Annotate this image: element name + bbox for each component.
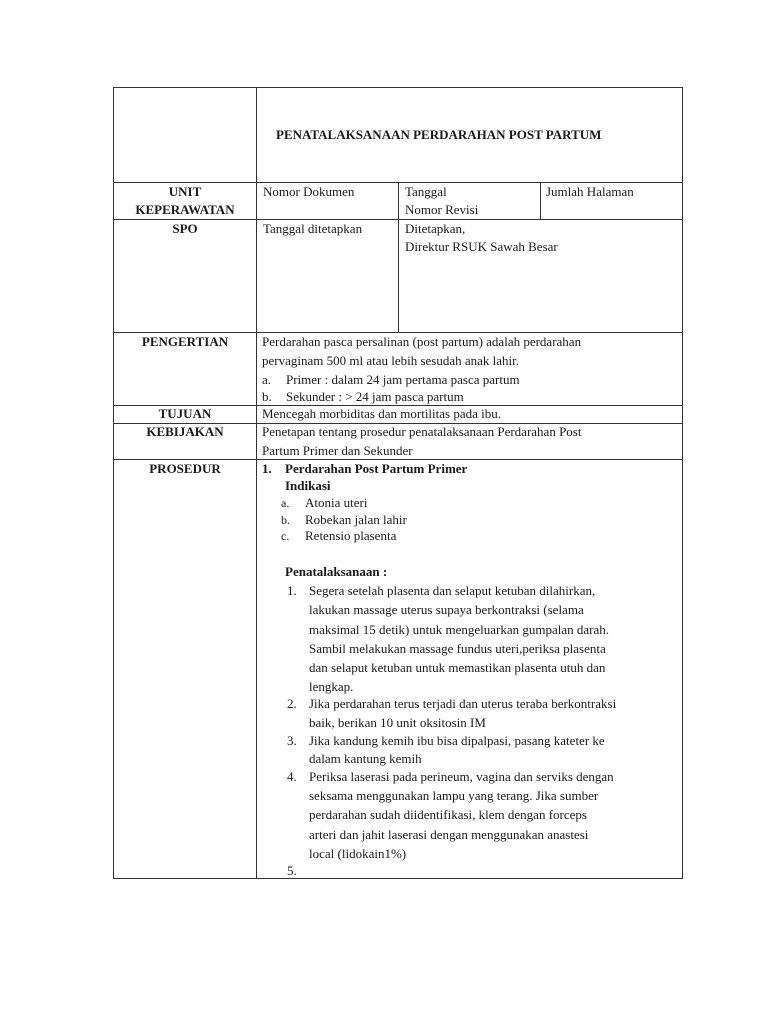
step-line: maksimal 15 detik) untuk mengeluarkan gumpalan darah.	[309, 622, 609, 637]
step-line: Jika kandung kemih ibu bisa dipalpasi, pasang kateter ke	[309, 733, 605, 748]
kebijakan-text: Partum Primer dan Sekunder	[262, 443, 413, 458]
step-line: perdarahan sudah diidentifikasi, klem dengan forceps	[309, 807, 587, 822]
tujuan-label: TUJUAN	[158, 406, 212, 421]
table-border-right	[682, 87, 683, 879]
nomor-revisi-label: Nomor Revisi	[405, 202, 479, 217]
table-border-top	[113, 87, 683, 88]
step-marker: 4.	[287, 769, 297, 784]
nomor-dokumen-label: Nomor Dokumen	[263, 184, 355, 199]
step-line: baik, berikan 10 unit oksitosin IM	[309, 715, 486, 730]
column-divider	[398, 182, 399, 333]
indikasi-label: Indikasi	[285, 478, 331, 493]
document-title: PENATALAKSANAAN PERDARAHAN POST PARTUM	[276, 127, 602, 142]
kebijakan-label: KEBIJAKAN	[146, 424, 224, 439]
step-line: arteri dan jahit laserasi dengan menggunakan anastesi	[309, 827, 589, 842]
unit-label-line2: KEPERAWATAN	[135, 202, 235, 217]
pengertian-item: Sekunder : > 24 jam pasca partum	[286, 389, 464, 404]
prosedur-heading: Perdarahan Post Partum Primer	[285, 461, 468, 476]
ditetapkan-label: Ditetapkan,	[405, 221, 466, 236]
pengertian-item: Primer : dalam 24 jam pertama pasca partum	[286, 372, 520, 387]
column-divider	[540, 182, 541, 220]
step-line: lakukan massage uterus supaya berkontraksi (selama	[309, 602, 584, 617]
pengertian-text: Perdarahan pasca persalinan (post partum) adalah perdarahan	[262, 334, 582, 349]
step-marker: 2.	[287, 696, 297, 711]
step-line: lengkap.	[309, 679, 354, 694]
step-marker: 5.	[287, 863, 297, 878]
indikasi-marker: a.	[281, 496, 290, 510]
pengertian-item-marker: b.	[262, 389, 272, 404]
pengertian-item-marker: a.	[262, 372, 272, 387]
penatalaksanaan-label: Penatalaksanaan :	[285, 564, 388, 579]
tanggal-label: Tanggal	[405, 184, 447, 199]
jumlah-halaman-label: Jumlah Halaman	[546, 184, 634, 199]
indikasi-item: Retensio plasenta	[305, 528, 397, 543]
prosedur-heading-marker: 1.	[262, 461, 272, 476]
kebijakan-text: Penetapan tentang prosedur penatalaksanaan Perdarahan Post	[262, 424, 582, 439]
step-line: dalam kantung kemih	[309, 751, 422, 766]
step-line: Sambil melakukan massage fundus uteri,periksa plasenta	[309, 641, 606, 656]
table-border-bottom	[113, 878, 683, 879]
step-line: seksama menggunakan lampu yang terang. Jika sumber	[309, 788, 599, 803]
indikasi-marker: b.	[281, 513, 290, 527]
unit-label: UNIT	[168, 184, 202, 199]
prosedur-label: PROSEDUR	[149, 461, 221, 476]
indikasi-marker: c.	[281, 529, 290, 543]
indikasi-item: Atonia uteri	[305, 495, 368, 510]
tujuan-text: Mencegah morbiditas dan mortilitas pada ibu.	[262, 406, 501, 421]
pengertian-label: PENGERTIAN	[141, 334, 229, 349]
step-line: Periksa laserasi pada perineum, vagina dan serviks dengan	[309, 769, 614, 784]
step-marker: 1.	[287, 583, 297, 598]
tanggal-ditetapkan-label: Tanggal ditetapkan	[263, 221, 363, 236]
indikasi-item: Robekan jalan lahir	[305, 512, 407, 527]
direktur-label: Direktur RSUK Sawah Besar	[405, 239, 558, 254]
step-line: Jika perdarahan terus terjadi dan uterus teraba berkontraksi	[309, 696, 617, 711]
spo-label: SPO	[172, 221, 198, 236]
step-marker: 3.	[287, 733, 297, 748]
pengertian-text: pervaginam 500 ml atau lebih sesudah anak lahir.	[262, 353, 520, 368]
step-line: dan selaput ketuban untuk memastikan plasenta utuh dan	[309, 660, 606, 675]
step-line: local (lidokain1%)	[309, 846, 407, 861]
column-divider	[256, 87, 257, 879]
step-line: Segera setelah plasenta dan selaput ketuban dilahirkan,	[309, 583, 596, 598]
